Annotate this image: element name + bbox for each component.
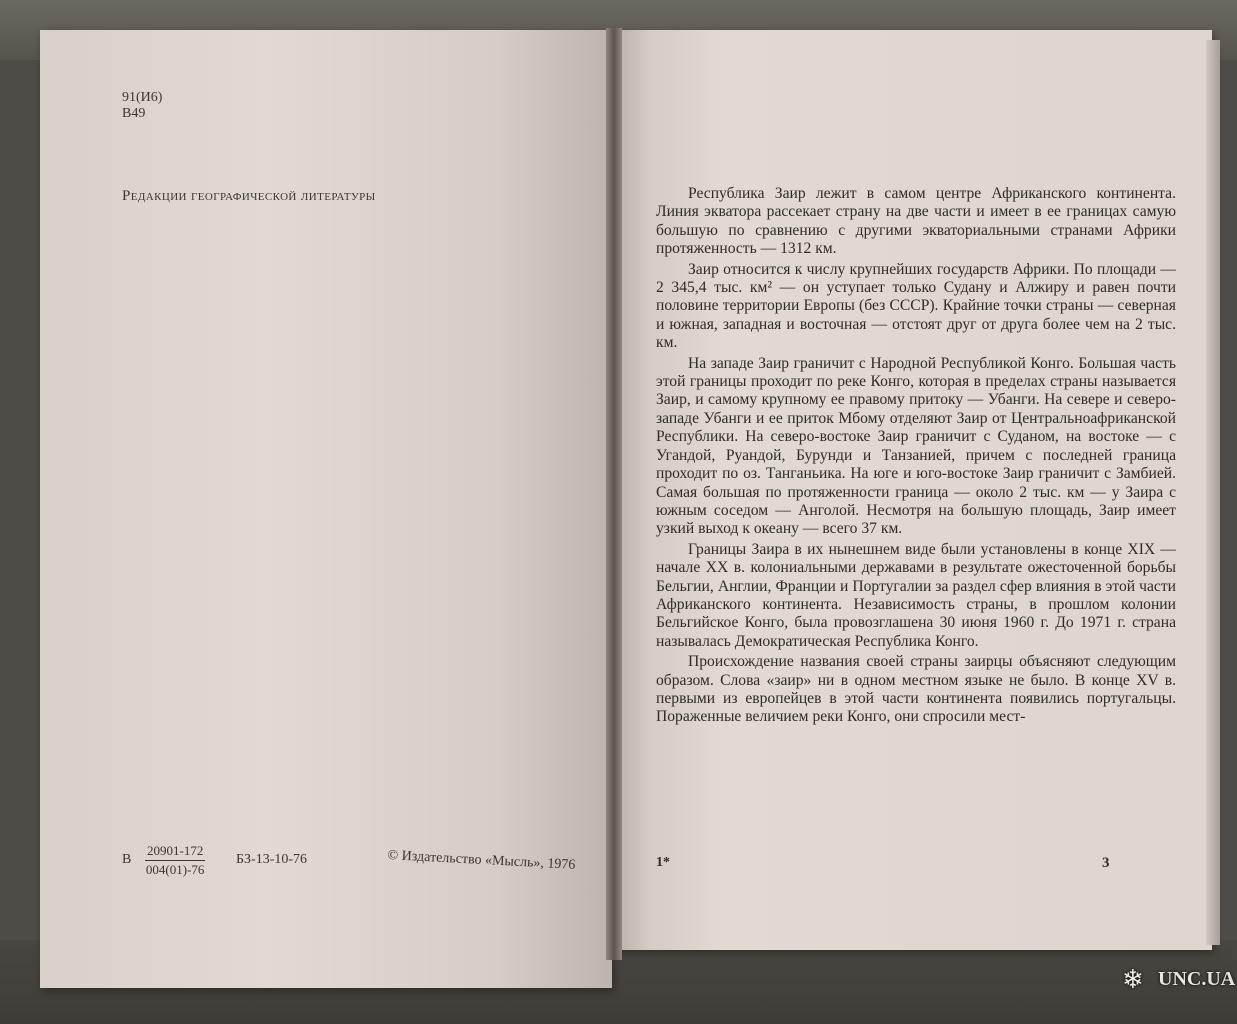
publisher-dept-text: Редакции географической литературы [122,188,376,204]
imprint-code: БЗ-13-10-76 [236,852,308,867]
imprint-denominator: 004(01)-76 [145,862,205,877]
body-text [656,185,1176,729]
paragraph-1: Республика Заир лежит в самом центре Африканского континента. Линия экватора рассекает страну на две части и имеет в ее границах самую большую по сравнению с другими экваториальными странами Африки протяженность — 1312 км. [656,185,1176,258]
catalog-line-2: В49 [122,106,146,121]
catalog-line-1: 91(И6) [122,90,163,105]
page-edge [1206,40,1220,945]
paragraph-2: Заир относится к числу крупнейших государств Африки. По площади — 2 345,4 тыс. км² — он уступает только Судану и Алжиру и равен почти половине территории Европы (без СССР). Крайние точки страны — северная и южная, западная и восточная — отстоят друг от друга более чем на 2 тыс. км. [656,260,1176,352]
book-spine [606,28,622,960]
paragraph-5: Происхождение названия своей страны заирцы объясняют следующим образом. Слова «заир» ни в одном местном языке не было. В конце XV в. первыми из европейцев в этой части континента появились португальцы. Пораженные величием реки Конго, они спросили мест- [656,653,1176,726]
paragraph-4: Границы Заира в их нынешнем виде были установлены в конце XIX — начале XX в. колониальными державами в результате ожесточенной борьбы Бельгии, Англии, Франции и Португалии за раздел сфер влияния в этой части Африканского континента. Независимость страны, в прошлом колонии Бельгийское Конго, была провозглашена 30 июня 1960 г. До 1971 г. страна называлась Демократическая Республика Конго. [656,540,1176,650]
imprint-fraction [145,842,205,879]
signature-mark: 1* [656,855,670,870]
snowflake-icon: ❄ [1122,965,1144,994]
left-page [40,30,612,988]
catalog-code [122,90,162,122]
page-number: 3 [1102,855,1110,871]
publisher-dept [122,188,376,205]
copyright-line: © Издательство «Мысль», 1976 [387,848,576,873]
watermark-text: UNC.UA [1158,968,1236,990]
imprint-numerator: 20901-172 [145,842,205,861]
imprint-letter: В [122,852,132,867]
paragraph-3: На западе Заир граничит с Народной Республикой Конго. Большая часть этой границы проходит по реке Конго, которая в пределах страны называется Заир, и самому крупному ее правому притоку — Убанги. На севере и северо-западе Убанги и ее приток Мбому отделяют Заир от Центральноафриканской Республики. На северо-востоке Заир граничит с Суданом, на востоке — с Угандой, Руандой, Бурунди и Танзанией, причем с последней граница проходит по оз. Танганьика. На юге и юго-востоке Заир граничит с Замбией. Самая большая по протяженности граница — около 2 тыс. км — у Заира с южным соседом — Анголой. Несмотря на большую площадь, Заир имеет узкий выход к океану — всего 37 км. [656,354,1176,538]
